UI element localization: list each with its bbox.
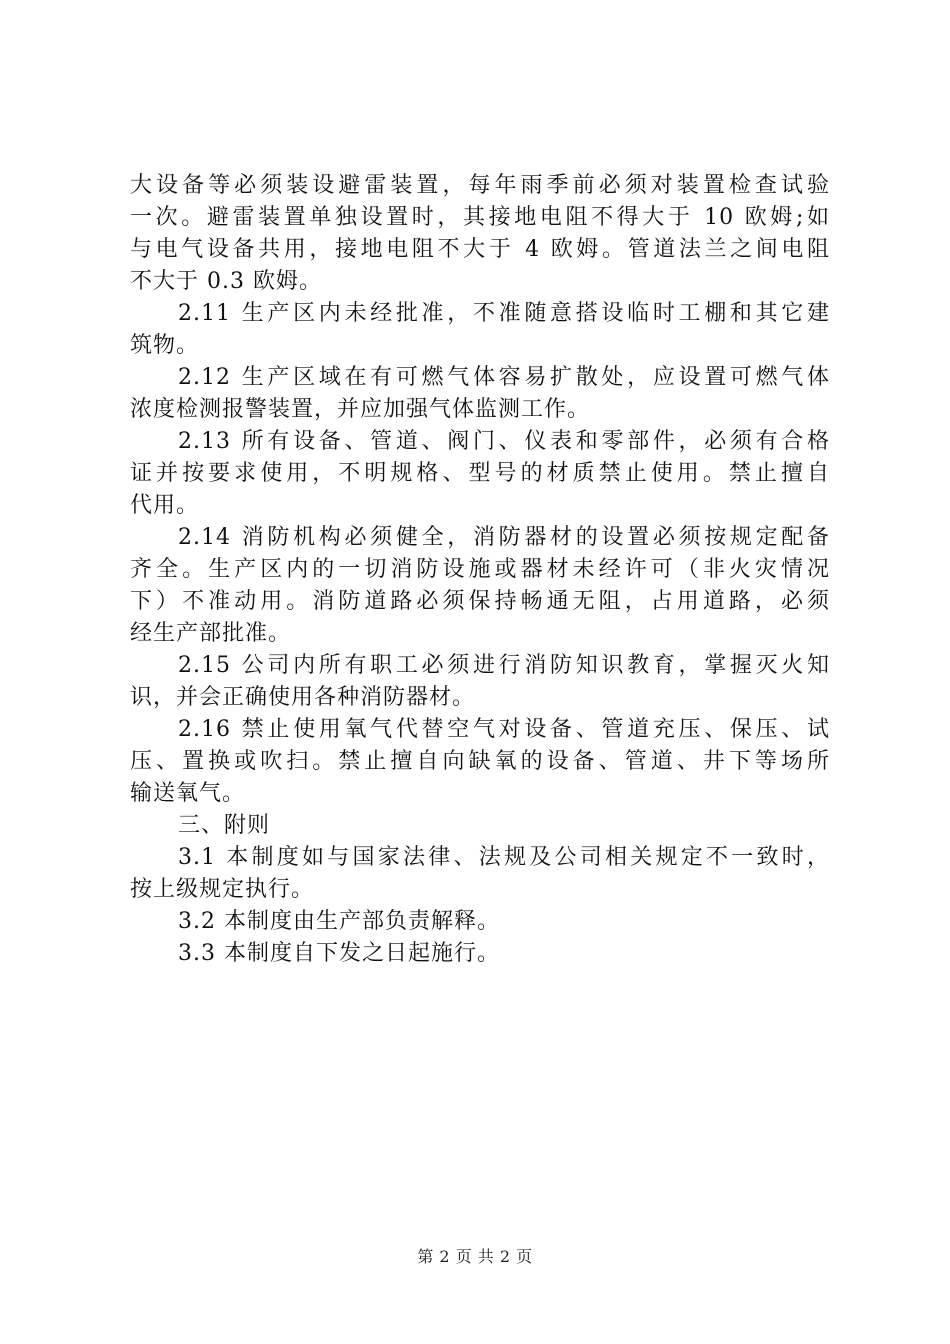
clause-3-2: 3.2 本制度由生产部负责解释。	[178, 909, 500, 934]
text-line: 证并按要求使用，不明规格、型号的材质禁止使用。禁止擅自	[130, 461, 830, 486]
text-line: 按上级规定执行。	[130, 877, 315, 902]
clause-2-13: 2.13 所有设备、管道、阀门、仪表和零部件，必须有合格	[178, 429, 830, 454]
section-heading: 三、附则	[178, 813, 271, 838]
text-line: 大设备等必须装设避雷装置，每年雨季前必须对装置检查试验	[130, 173, 830, 198]
clause-3-3: 3.3 本制度自下发之日起施行。	[178, 941, 500, 966]
text-line: 齐全。生产区内的一切消防设施或器材未经许可（非火灾情况	[130, 557, 830, 582]
clause-2-11: 2.11 生产区内未经批准，不准随意搭设临时工棚和其它建	[178, 301, 830, 326]
text-line: 浓度检测报警装置，并应加强气体监测工作。	[130, 397, 591, 422]
clause-2-14: 2.14 消防机构必须健全，消防器材的设置必须按规定配备	[178, 525, 830, 550]
text-line: 识，并会正确使用各种消防器材。	[130, 685, 476, 710]
text-line: 筑物。	[130, 333, 200, 358]
text-line: 代用。	[130, 493, 200, 518]
text-line: 输送氧气。	[130, 781, 246, 806]
text-line: 下）不准动用。消防道路必须保持畅通无阻，占用道路，必须	[130, 589, 830, 614]
text-line: 不大于 0.3 欧姆。	[130, 269, 322, 294]
text-line: 经生产部批准。	[130, 621, 292, 646]
clause-2-15: 2.15 公司内所有职工必须进行消防知识教育，掌握灭火知	[178, 653, 830, 678]
clause-3-1: 3.1 本制度如与国家法律、法规及公司相关规定不一致时，	[178, 845, 830, 870]
clause-2-12: 2.12 生产区域在有可燃气体容易扩散处，应设置可燃气体	[178, 365, 830, 390]
text-line: 与电气设备共用，接地电阻不大于 4 欧姆。管道法兰之间电阻	[130, 237, 830, 262]
clause-2-16: 2.16 禁止使用氧气代替空气对设备、管道充压、保压、试	[178, 717, 830, 742]
text-line: 压、置换或吹扫。禁止擅自向缺氧的设备、管道、井下等场所	[130, 749, 830, 774]
page-number: 第 2 页 共 2 页	[417, 1247, 533, 1266]
text-line: 一次。避雷装置单独设置时，其接地电阻不得大于 10 欧姆;如	[130, 205, 830, 230]
